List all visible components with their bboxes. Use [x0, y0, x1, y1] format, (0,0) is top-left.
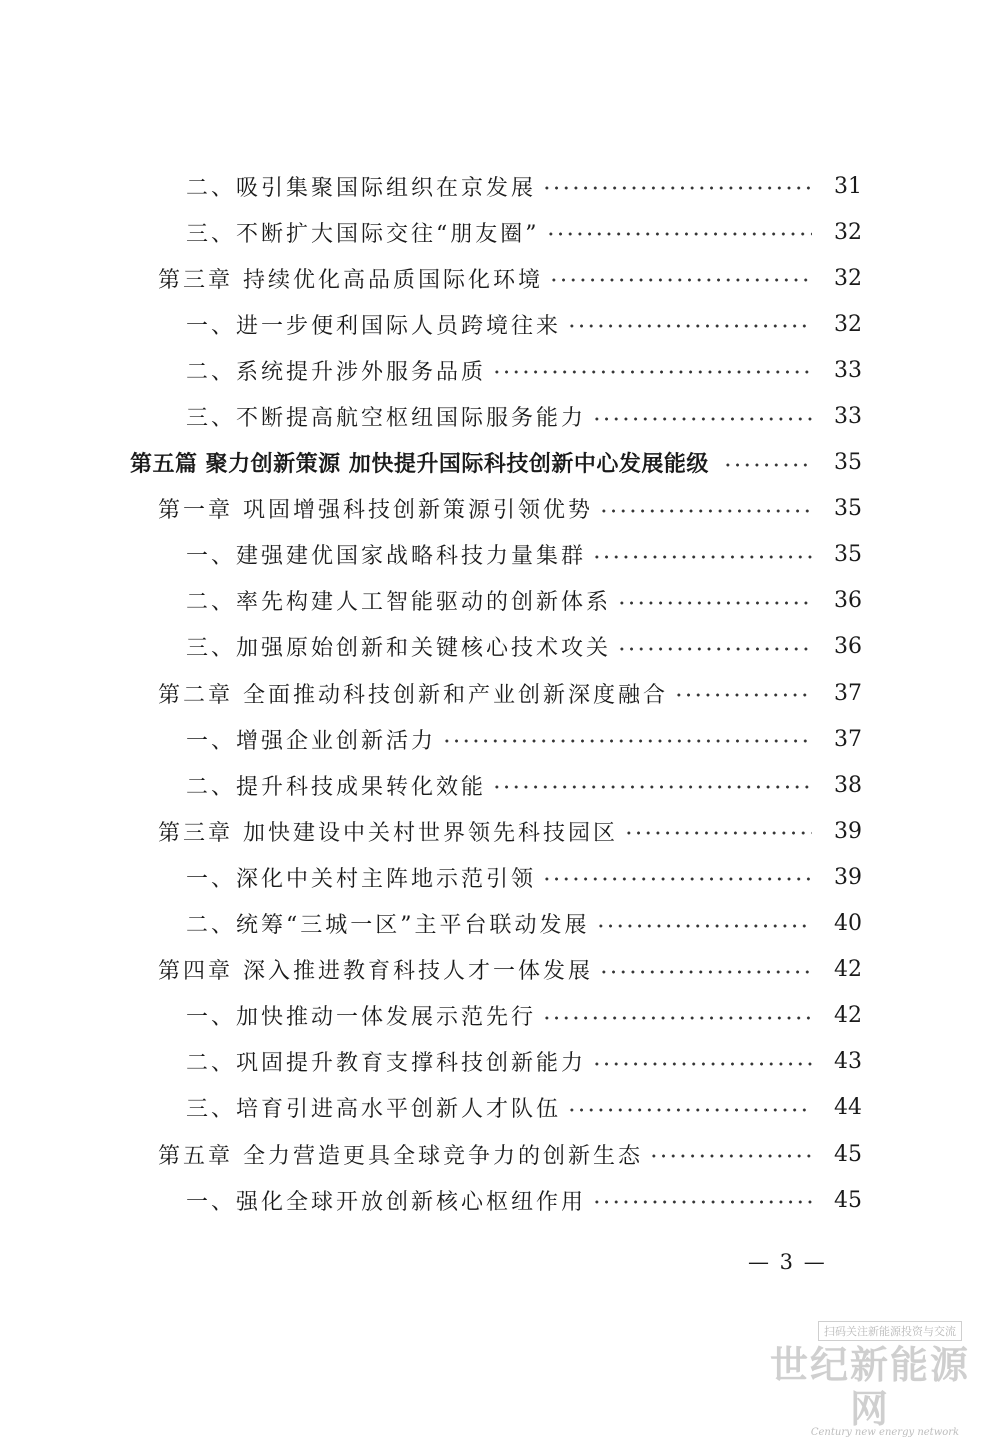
toc-entry-page: 32 — [834, 265, 862, 291]
dot-leader — [492, 370, 812, 374]
toc-entry-page: 31 — [834, 173, 862, 199]
toc-entry-title: 第五篇 聚力创新策源 加快提升国际科技创新中心发展能级 — [130, 452, 709, 478]
dot-leader — [723, 463, 812, 467]
page-number: — 3 — — [748, 1250, 827, 1274]
toc-entry-title: 三、加强原始创新和关键核心技术攻关 — [186, 636, 612, 662]
toc-entry-page: 35 — [834, 542, 862, 568]
toc-entry-page: 36 — [834, 588, 862, 614]
toc-part-entry — [0, 440, 992, 486]
dot-leader — [542, 877, 812, 881]
dot-leader — [592, 417, 812, 421]
dot-leader — [549, 278, 812, 282]
toc-chapter-entry — [0, 947, 992, 993]
dot-leader — [492, 785, 812, 789]
watermark-caption: 扫码关注新能源投资与交流 — [818, 1321, 962, 1341]
toc-chapter-entry — [0, 808, 992, 854]
toc-entry-title: 二、吸引集聚国际组织在京发展 — [186, 175, 537, 201]
toc-section-entry — [0, 393, 992, 439]
toc-section-entry — [0, 1177, 992, 1223]
dot-leader — [617, 647, 812, 651]
toc-entry-page: 45 — [834, 1187, 862, 1213]
dot-leader — [617, 601, 812, 605]
dot-leader — [442, 739, 812, 743]
toc-section-entry — [0, 347, 992, 393]
toc-entry-title: 三、不断扩大国际交往“朋友圈” — [186, 221, 540, 247]
toc-section-entry — [0, 209, 992, 255]
dot-leader — [649, 1154, 812, 1158]
toc-section-entry — [0, 301, 992, 347]
toc-section-entry — [0, 578, 992, 624]
toc-section-entry — [0, 624, 992, 670]
toc-entry-title: 三、培育引进高水平创新人才队伍 — [186, 1097, 562, 1123]
toc-entry-title: 一、加快推动一体发展示范先行 — [186, 1005, 537, 1031]
toc-entry-title: 二、统筹“三城一区”主平台联动发展 — [186, 913, 590, 939]
toc-section-entry — [0, 762, 992, 808]
dot-leader — [542, 186, 812, 190]
toc-section-entry — [0, 716, 992, 762]
toc-entry-title: 第一章 巩固增强科技创新策源引领优势 — [158, 498, 593, 524]
toc-entry-page: 44 — [834, 1095, 862, 1121]
toc-entry-page: 39 — [834, 864, 862, 890]
toc-chapter-entry — [0, 1131, 992, 1177]
toc-section-entry — [0, 532, 992, 578]
toc-entry-title: 第二章 全面推动科技创新和产业创新深度融合 — [158, 682, 668, 708]
toc-entry-title: 一、深化中关村主阵地示范引领 — [186, 866, 537, 892]
toc-entry-page: 33 — [834, 404, 862, 430]
toc-entry-title: 第四章 深入推进教育科技人才一体发展 — [158, 959, 593, 985]
toc-entry-page: 42 — [834, 957, 862, 983]
watermark — [760, 1320, 980, 1438]
toc-chapter-entry — [0, 255, 992, 301]
toc-entry-title: 二、系统提升涉外服务品质 — [186, 359, 487, 385]
toc-entry-title: 二、率先构建人工智能驱动的创新体系 — [186, 590, 612, 616]
dot-leader — [546, 232, 813, 236]
toc-entry-title: 一、增强企业创新活力 — [186, 728, 437, 754]
toc-entry-title: 第三章 加快建设中关村世界领先科技园区 — [158, 820, 618, 846]
toc-entry-page: 32 — [834, 311, 862, 337]
dot-leader — [592, 555, 812, 559]
toc-entry-page: 43 — [834, 1049, 862, 1075]
toc-entry-page: 35 — [834, 450, 862, 476]
toc-entry-title: 一、进一步便利国际人员跨境往来 — [186, 313, 562, 339]
toc-entry-page: 40 — [834, 911, 862, 937]
toc-chapter-entry — [0, 670, 992, 716]
dot-leader — [599, 509, 812, 513]
toc-section-entry — [0, 1039, 992, 1085]
toc-entry-page: 35 — [834, 496, 862, 522]
toc-chapter-entry — [0, 486, 992, 532]
watermark-logo: 世纪新能源网 — [769, 1342, 970, 1431]
dot-leader — [596, 924, 813, 928]
dot-leader — [567, 324, 812, 328]
dot-leader — [599, 970, 812, 974]
dot-leader — [624, 831, 812, 835]
dot-leader — [592, 1200, 812, 1204]
toc-entry-title: 三、不断提高航空枢纽国际服务能力 — [186, 406, 587, 432]
toc-entry-title: 二、巩固提升教育支撑科技创新能力 — [186, 1051, 587, 1077]
toc-entry-page: 36 — [834, 634, 862, 660]
toc-entry-page: 32 — [834, 219, 862, 245]
dot-leader — [674, 693, 812, 697]
toc-section-entry — [0, 901, 992, 947]
toc-entry-title: 第五章 全力营造更具全球竞争力的创新生态 — [158, 1143, 643, 1169]
toc-entry-page: 37 — [834, 680, 862, 706]
toc-entry-page: 33 — [834, 357, 862, 383]
toc-entry-title: 一、强化全球开放创新核心枢纽作用 — [186, 1189, 587, 1215]
toc-section-entry — [0, 1085, 992, 1131]
toc-entry-page: 38 — [834, 772, 862, 798]
dot-leader — [567, 1108, 812, 1112]
toc-entry-title: 二、提升科技成果转化效能 — [186, 774, 487, 800]
table-of-contents — [0, 163, 992, 1223]
toc-entry-page: 42 — [834, 1003, 862, 1029]
toc-entry-page: 45 — [834, 1141, 862, 1167]
dot-leader — [592, 1062, 812, 1066]
watermark-subtitle: Century new energy network — [810, 1427, 960, 1438]
toc-entry-title: 一、建强建优国家战略科技力量集群 — [186, 544, 587, 570]
toc-entry-page: 39 — [834, 818, 862, 844]
toc-section-entry — [0, 854, 992, 900]
toc-entry-page: 37 — [834, 726, 862, 752]
toc-entry-title: 第三章 持续优化高品质国际化环境 — [158, 267, 543, 293]
dot-leader — [542, 1016, 812, 1020]
toc-section-entry — [0, 993, 992, 1039]
toc-section-entry — [0, 163, 992, 209]
